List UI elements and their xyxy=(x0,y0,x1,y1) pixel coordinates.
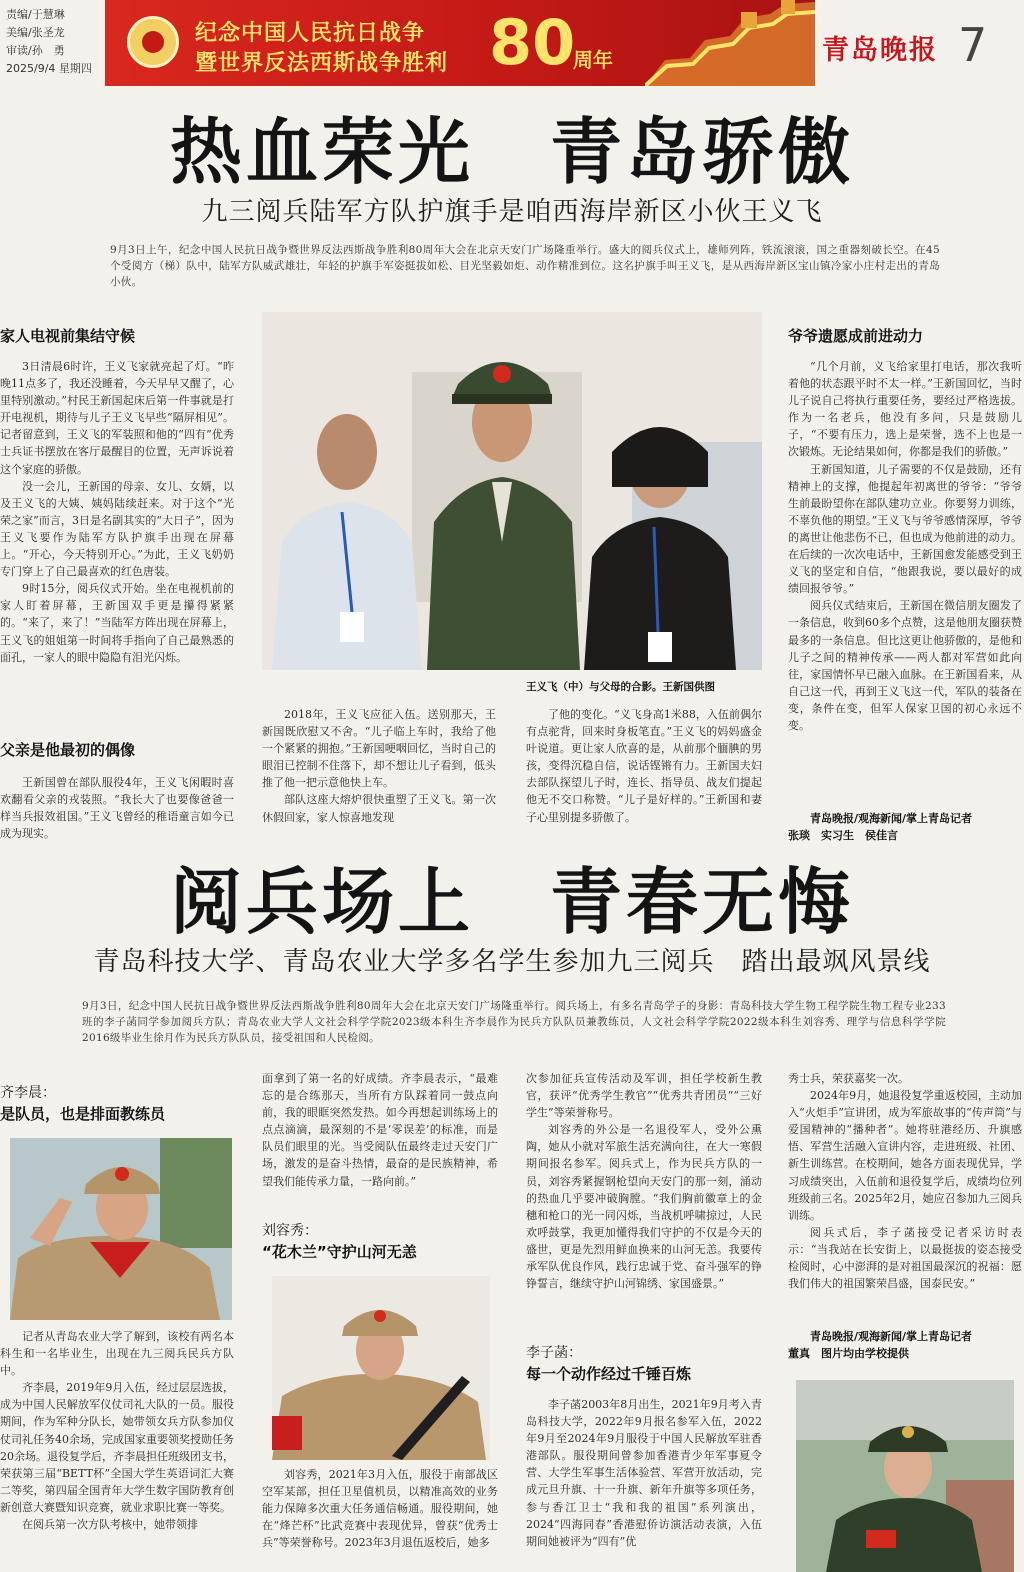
paragraph: 2024年9月，她退役复学重返校园，主动加入“火炬手”宣讲团，成为军旅故事的“传声筒”与爱国精神的“播种者”。她将驻港经历、升旗感悟、军营生活融入宣讲内容，走进班级、社团、新生训练营。在校期间，她各方面表现优异，学习成绩突出，入伍前和退役复学后，成绩均位列班级前三名。2025年2月，她应召参加九三阅兵训练。 xyxy=(788,1089,1022,1222)
photo-caption: 王义飞（中）与父母的合影。王新国供图 xyxy=(526,681,715,693)
paragraph: 秀士兵，荣获嘉奖一次。 xyxy=(788,1072,909,1085)
banner-line-1: 纪念中国人民抗日战争 xyxy=(195,21,426,46)
lead-paragraph-2: 9月3日，纪念中国人民抗日战争暨世界反法西斯战争胜利80周年大会在北京天安门广场隆重举行。阅兵场上，有多名青岛学子的身影：青岛科技大学生物工程学院生物工程专业233班的李子菡同学参加阅兵方队；青岛农业大学人文社会科学学院2023级本科生齐李晨作为民兵方队队员兼教练员，人文社会科学学院2022级本科生刘容秀、理学与信息科学学院2016级毕业生徐月作为民兵方队队员，接受祖国和人民检阅。 xyxy=(82,1000,946,1044)
section-title: “花木兰”守护山河无恙 xyxy=(262,1243,417,1261)
byline: 青岛晚报/观海新闻/掌上青岛记者 xyxy=(810,1330,973,1343)
byline: 青岛晚报/观海新闻/掌上青岛记者 xyxy=(810,812,973,825)
article-column xyxy=(262,706,496,846)
byline: 董真 图片均由学校提供 xyxy=(788,1347,909,1360)
newspaper-logo: 青岛晚报 xyxy=(822,35,938,66)
headline-1: 热血荣光 青岛骄傲 xyxy=(169,110,854,194)
section-title: 每一个动作经过千锤百炼 xyxy=(526,1365,692,1383)
issue-date: 2025/9/4 星期四 xyxy=(6,62,92,75)
paragraph: 没一会儿，王新国的母亲、女儿、女婿，以及王义飞的大姨、姨妈陆续赶来。对于这个“光荣之家”而言，3日是名副其实的“大日子”，因为王义飞要作为陆军方队护旗手出现在屏幕上。“开心，今天特别开心。”为此，王义飞奶奶专门穿上了自己最喜欢的红色唐装。 xyxy=(0,479,234,579)
paragraph: 了他的变化。“义飞身高1米88，入伍前偶尔有点驼背，回来时身板笔直。”王义飞的妈妈盛金叶说道。更让家人欣喜的是，从前那个腼腆的男孩，变得沉稳自信，说话铿锵有力。王新国夫妇去部队探望儿子时，连长、指导员、战友们提起他无不交口称赞。“儿子是好样的。”王新国和妻子心里别提多骄傲了。 xyxy=(526,708,762,824)
subheadline-1: 九三阅兵陆军方队护旗手是咱西海岸新区小伙王义飞 xyxy=(201,197,823,227)
article-column xyxy=(526,706,762,846)
credit-line: 责编/于慧琳 xyxy=(6,8,65,21)
byline-block xyxy=(788,810,1024,844)
great-wall-icon xyxy=(645,0,815,86)
li-zihan-photo xyxy=(796,1380,1014,1572)
credit-line: 美编/张圣龙 xyxy=(6,26,65,39)
article-column xyxy=(788,1070,1022,1326)
paragraph: 次参加征兵宣传活动及军训，担任学校新生教官，获评“优秀学生教官”“优秀共青团员”“三好学生”等荣誉称号。 xyxy=(526,1072,762,1120)
article-column xyxy=(0,774,234,844)
person-name: 李子菡： xyxy=(526,1345,582,1361)
qi-lichen-photo xyxy=(10,1138,232,1320)
paragraph: 9时15分，阅兵仪式开始。坐在电视机前的家人盯着屏幕，王新国双手更是攥得紧紧的。“来了，来了！”当陆军方阵出现在屏幕上，王义飞的姐姐第一时间将手指向了自己最熟悉的面孔，一家人的眼中隐隐有泪光闪烁。 xyxy=(0,582,234,664)
lead-paragraph-1: 9月3日上午，纪念中国人民抗日战争暨世界反法西斯战争胜利80周年大会在北京天安门广场隆重举行。盛大的阅兵仪式上，雄师列阵，铁流滚滚，国之重器刻破长空。在45个受阅方（梯）队中，陆军方队威武雄壮，年轻的护旗手军姿挺拔如松、目光坚毅如炬、动作精准到位。这名护旗手叫王义飞，是从西海岸新区宝山镇冷家小庄村走出的青岛小伙。 xyxy=(110,244,940,288)
paragraph: 王新国曾在部队服役4年，王义飞闲暇时喜欢翻看父亲的戎装照。“我长大了也要像爸爸一样当兵报效祖国。”王义飞曾经的稚语童言如今已成为现实。 xyxy=(0,776,234,841)
byline-block xyxy=(788,1328,1024,1362)
editor-credits xyxy=(6,6,92,78)
banner-line-2: 暨世界反法西斯战争胜利 xyxy=(195,51,449,76)
paragraph: “几个月前，义飞给家里打电话，那次我听着他的状态跟平时不太一样。”王新国回忆，当时儿子说自己将执行重要任务，要经过严格选拔。作为一名老兵，他没有多问，只是鼓励儿子，“不要有压力，选上是荣誉，选不上也是一次锻炼。无论结果如何，你都是我们的骄傲。” xyxy=(788,360,1022,459)
article-column xyxy=(526,1070,762,1332)
li-zihan-photo-image xyxy=(796,1380,1014,1572)
article-column xyxy=(262,1070,498,1208)
emblem-icon xyxy=(127,16,179,68)
paragraph: 刘容秀，2021年3月入伍，服役于南部战区空军某部，担任卫星值机员，以精准高效的业务能力保障多次重大任务通信畅通。服役期间，她在“烽芒杯”比武竞赛中表现优异，曾获“优秀士兵”等荣誉称号。2023年3月退伍返校后，她多 xyxy=(262,1468,498,1550)
article-column xyxy=(788,358,1022,806)
family-photo-image xyxy=(262,312,762,670)
paragraph: 部队这座大熔炉很快重塑了王义飞。第一次休假回家，家人惊喜地发现 xyxy=(262,793,496,824)
section-title: 家人电视前集结守候 xyxy=(0,327,136,345)
paragraph: 记者从青岛农业大学了解到，该校有两名本科生和一名毕业生，出现在九三阅兵民兵方队中。 xyxy=(0,1330,234,1378)
subheadline-2: 青岛科技大学、青岛农业大学多名学生参加九三阅兵 踏出最飒风景线 xyxy=(93,947,931,977)
byline: 张琰 实习生 侯佳言 xyxy=(788,829,898,842)
person-name: 刘容秀： xyxy=(262,1223,318,1239)
credit-line: 审读/孙 勇 xyxy=(6,44,65,57)
article-column xyxy=(526,1396,762,1572)
section-title: 是队员，也是排面教练员 xyxy=(0,1105,166,1123)
liu-rongxiu-photo xyxy=(272,1276,490,1460)
liu-rongxiu-photo-image xyxy=(272,1276,490,1460)
paragraph: 3日清晨6时许，王义飞家就亮起了灯。“昨晚11点多了，我还没睡着，今天早早又醒了，心里特别激动。”村民王新国起床后第一件事就是打开电视机，期待与儿子王义飞早些“隔屏相见”。记者留意到，王义飞的军装照和他的“四有”优秀士兵证书摆放在客厅最醒目的位置，无声诉说着这个家庭的骄傲。 xyxy=(0,360,234,476)
anniversary-banner xyxy=(105,0,815,86)
person-name: 齐李晨： xyxy=(0,1085,56,1101)
paragraph: 2018年，王义飞应征入伍。送别那天，王新国既欣慰又不舍。“儿子临上车时，我给了他一个紧紧的拥抱。”王新国哽咽回忆，当时自己的眼泪已控制不住落下，却不想让儿子看到，低头推了他一把示意他快上车。 xyxy=(262,708,496,790)
article-column xyxy=(0,1328,234,1572)
paragraph: 阅兵式后，李子菡接受记者采访时表示：“当我站在长安街上，以最挺拔的姿态接受检阅时，心中澎湃的是对祖国最深沉的祝福：愿我们伟大的祖国繁荣昌盛，国泰民安。” xyxy=(788,1225,1022,1291)
article-column xyxy=(262,1466,498,1572)
article-column xyxy=(0,358,234,720)
paragraph: 李子菡2003年8月出生，2021年9月考入青岛科技大学，2022年9月报名参军入伍，2022年9月至2024年9月服役于中国人民解放军驻香港部队。服役期间曾参加香港青少年军事夏令营、大学生军事生活体验营、军营开放活动，完成元旦升旗、十一升旗、新年升旗等多项任务，参与香江卫士“我和我的祖国”系列演出，2024“四海同春”香港慰侨访演活动表演，入伍期间她被评为“四有”优 xyxy=(526,1398,762,1548)
headline-2: 阅兵场上 青春无悔 xyxy=(169,860,854,944)
section-title: 父亲是他最初的偶像 xyxy=(0,741,136,759)
page-number: 7 xyxy=(958,18,988,72)
qi-lichen-photo-image xyxy=(10,1138,232,1320)
paragraph: 面拿到了第一名的好成绩。齐李晨表示，“最难忘的是合练那天，当所有方队踩着同一鼓点向前，我的眼眶突然发热。如今再想起训练场上的点点滴滴，最深刻的不是‘零误差’的标准，而是队员们眼里的光。当受阅队伍最终走过天安门广场，激发的是奋斗热情，最奋的是民族精神，希望我们能传承力量，一路向前。” xyxy=(262,1072,498,1188)
paragraph: 齐李晨，2019年9月入伍，经过层层选拔，成为中国人民解放军仪仗司礼大队的一员。服役期间，作为军种分队长，她带领女兵方队参加仪仗司礼任务40余场，完成国家重要领奖授勋任务20余场。退役复学后，齐李晨担任班级团支书，荣获第三届“BETT杯”全国大学生英语词汇大赛二等奖，第四届全国青年大学生数字国防教育创新创意大赛暨知识竞赛，就业求职比赛一等奖。 xyxy=(0,1381,234,1514)
paragraph: 刘容秀的外公是一名退役军人，受外公熏陶，她从小就对军旅生活充满向往，在大一寒假期间报名参军。阅兵式上，作为民兵方队的一员，刘容秀紧握钢枪望向天安门的那一刻，涌动的热血几乎要冲破胸膛。“我们胸前徽章上的金穗和枪口的光一同闪烁，当战机呼啸掠过，人民欢呼鼓掌，我更加懂得我们守护的不仅是今天的盛世，更是先烈用鲜血换来的山河无恙。我要传承军队优良作风，践行忠诚于党、奋斗强军的铮铮誓言，继续守护山河锦绣、家国盛景。” xyxy=(526,1123,762,1291)
paragraph: 阅兵仪式结束后，王新国在微信朋友圈发了一条信息，收到60多个点赞，这是他朋友圈获赞最多的一条信息。但比这更让他骄傲的，是他和儿子之间的精神传承——两人都对军营如此向往，家国情怀早已融入血脉。在王新国看来，从自己这一代，再到王义飞这一代，军队的装备在变，条件在变，但军人保家卫国的初心永远不变。 xyxy=(788,599,1022,732)
section-title: 爷爷遗愿成前进动力 xyxy=(788,327,924,345)
banner-suffix: 周年 xyxy=(573,48,613,72)
paragraph: 王新国知道，儿子需要的不仅是鼓励，还有精神上的支撑，他提起年初离世的爷爷：“爷爷生前最盼望你在部队建功立业。你要努力训练，不辜负他的期望。”王义飞与爷爷感情深厚，爷爷的离世让他悲伤不已，但也成为他前进的动力。在后续的一次次电话中，王新国愈发能感受到王义飞的坚定和自信，“他跟我说，要以最好的成绩回报爷爷。” xyxy=(788,462,1022,596)
banner-number: 80 xyxy=(489,6,576,79)
family-photo xyxy=(262,312,762,670)
paragraph: 在阅兵第一次方队考核中，她带领排 xyxy=(22,1518,198,1532)
